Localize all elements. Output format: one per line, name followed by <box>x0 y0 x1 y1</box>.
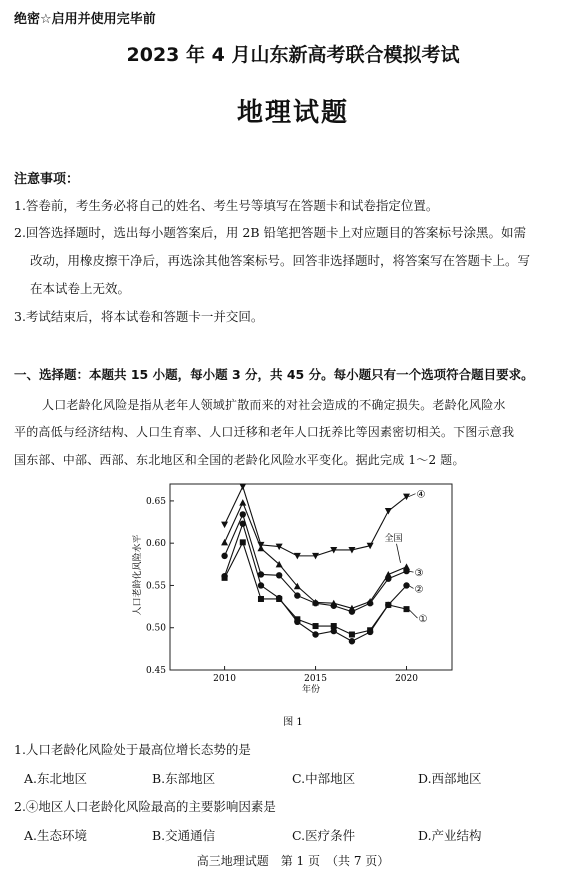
notice-item-2-cont: 改动，用橡皮擦干净后，再选涂其他答案标号。回答非选择题时，将答案写在答题卡上。写 <box>30 253 531 268</box>
y-tick-label: 0.50 <box>145 623 166 634</box>
chart-frame <box>170 484 452 670</box>
data-point <box>240 539 246 545</box>
y-tick-label: 0.60 <box>145 539 166 550</box>
subject-title: 地理试题 <box>236 98 349 128</box>
series-label: ① <box>418 614 428 626</box>
data-point <box>258 596 264 602</box>
plot-border <box>170 484 452 670</box>
leader-line <box>397 544 401 563</box>
data-point <box>331 603 337 609</box>
series-label: ③ <box>414 568 424 580</box>
intro-line-2: 平的高低与经济结构、人口生育率、人口迁移和老年人口抚养比等因素密切相关。下图示意我 <box>14 425 515 439</box>
leader-line <box>409 609 418 618</box>
question-2-stem: 2.④地区人口老龄化风险最高的主要影响因素是 <box>14 799 276 814</box>
data-point <box>312 631 318 637</box>
data-point <box>221 553 227 559</box>
data-point <box>258 582 264 588</box>
notice-heading: 注意事项： <box>14 172 80 187</box>
series-label: ② <box>414 584 424 596</box>
data-point <box>349 631 355 637</box>
aging-risk-chart <box>0 478 586 738</box>
question-1-option-d[interactable]: D.西部地区 <box>418 771 482 786</box>
series-label: 全国 <box>384 533 403 544</box>
data-point <box>239 484 246 491</box>
data-point <box>239 499 246 506</box>
x-tick-label: 2010 <box>213 674 237 684</box>
data-point <box>294 592 300 598</box>
data-point <box>294 616 300 622</box>
page-footer: 高三地理试题 第 1 页 （共 7 页） <box>196 854 390 868</box>
data-point <box>313 623 319 629</box>
x-tick-label: 2020 <box>395 674 418 684</box>
notice-item-2: 2.回答选择题时，选出每小题答案后，用 2B 铅笔把答题卡上对应题目的答案标号涂黑。如需 <box>14 225 527 240</box>
x-tick-label: 2015 <box>304 674 328 684</box>
data-point <box>349 608 355 614</box>
data-point <box>257 545 264 552</box>
question-2-option-a[interactable]: A.生态环境 <box>24 828 88 843</box>
data-point <box>221 522 228 529</box>
y-tick-label: 0.65 <box>145 496 166 507</box>
question-1-option-b[interactable]: B.东部地区 <box>152 771 216 786</box>
y-axis-label: 人口老龄化风险水平 <box>133 534 143 616</box>
question-1-stem: 1.人口老龄化风险处于最高位增长态势的是 <box>14 742 251 757</box>
data-point <box>312 600 318 606</box>
data-point <box>367 600 373 606</box>
question-2-option-c[interactable]: C.医疗条件 <box>292 828 356 843</box>
question-1-option-c[interactable]: C.中部地区 <box>292 771 356 786</box>
figure-caption: 图 1 <box>283 717 303 728</box>
data-point <box>349 638 355 644</box>
exam-title: 2023 年 4 月山东新高考联合模拟考试 <box>126 44 460 66</box>
data-point <box>385 508 392 515</box>
question-2-option-d[interactable]: D.产业结构 <box>418 828 482 843</box>
data-point <box>276 596 282 602</box>
intro-line-1: 人口老龄化风险是指从老年人领域扩散而来的对社会造成的不确定损失。老龄化风险水 <box>42 398 506 412</box>
question-1-option-a[interactable]: A.东北地区 <box>24 771 88 786</box>
series-label: ④ <box>416 489 426 501</box>
data-point <box>385 575 391 581</box>
chart-series <box>221 484 427 645</box>
data-point <box>385 602 391 608</box>
y-tick-label: 0.45 <box>145 666 166 676</box>
section-heading: 一、选择题：本题共 15 小题，每小题 3 分，共 45 分。每小题只有一个选项符合题目要求。 <box>14 367 534 382</box>
notice-item-1: 1.答卷前，考生务必将自己的姓名、考生号等填写在答题卡和试卷指定位置。 <box>14 198 439 213</box>
confidential-label: 绝密☆启用并使用完毕前 <box>14 12 156 27</box>
data-point <box>221 539 228 546</box>
notice-item-3: 3.考试结束后，将本试卷和答题卡一并交回。 <box>14 309 264 324</box>
y-tick-label: 0.55 <box>145 581 166 592</box>
data-point <box>331 623 337 629</box>
data-point <box>367 627 373 633</box>
data-point <box>240 521 246 527</box>
intro-line-3: 国东部、中部、西部、东北地区和全国的老龄化风险水平变化。据此完成 1～2 题。 <box>14 453 465 467</box>
data-point <box>222 575 228 581</box>
question-2-option-b[interactable]: B.交通通信 <box>152 828 216 843</box>
x-axis-label: 年份 <box>301 685 321 695</box>
data-point <box>240 511 246 517</box>
data-point <box>276 572 282 578</box>
notice-item-2-cont2: 在本试卷上无效。 <box>30 281 131 296</box>
